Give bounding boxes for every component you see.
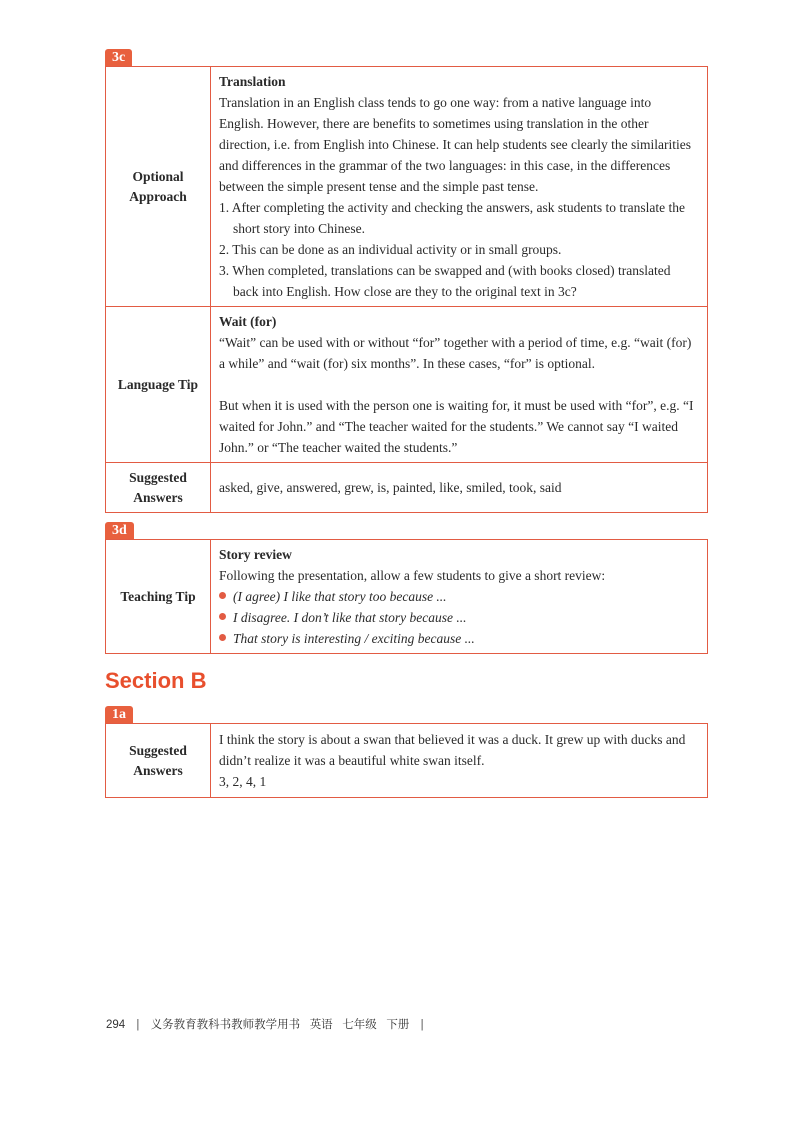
list-item: 2. This can be done as an individual activity or in small groups. [219, 242, 562, 257]
list-item [219, 586, 699, 607]
table-1a [105, 723, 708, 798]
page-number: 294 [106, 1019, 126, 1031]
cell-language-tip [211, 307, 708, 463]
label-suggested-answers-1a: Suggested Answers [106, 724, 211, 798]
bullet-dot-icon [219, 634, 226, 641]
list-item [219, 607, 699, 628]
cell-optional-approach [211, 67, 708, 307]
cell-suggested-answers-1a [211, 724, 708, 798]
list-item [219, 628, 699, 649]
table-row [106, 540, 708, 654]
language-tip-para-2: But when it is used with the person one is waiting for, it must be used with “for”, e.g. “I waited for John.” and “The teacher waited for the students.” We cannot say “I waited John.” or “The teacher waited the students.” [219, 398, 694, 455]
heading-story-review: Story review [219, 547, 292, 562]
story-review-bullets [219, 586, 699, 649]
book-title: 义务教育教科书教师教学用书 [150, 1019, 301, 1031]
table-row [106, 724, 708, 798]
heading-translation: Translation [219, 74, 286, 89]
section-tag-3d: 3d [105, 522, 134, 539]
table-3d [105, 539, 708, 654]
section-b-title: Section B [105, 668, 207, 693]
book-volume: 下册 [386, 1019, 410, 1031]
bullet-text: (I agree) I like that story too because ... [233, 589, 447, 604]
language-tip-para-1: “Wait” can be used with or without “for” together with a period of time, e.g. “wait (for) a while” and “wait (for) six months”. In these cases, “for” is optional. [219, 335, 692, 371]
answer-order: 3, 2, 4, 1 [219, 774, 267, 789]
label-language-tip: Language Tip [106, 307, 211, 463]
section-tag-3c: 3c [105, 49, 132, 66]
heading-wait-for: Wait (for) [219, 314, 277, 329]
book-subject: 英语 [309, 1019, 333, 1031]
label-teaching-tip: Teaching Tip [106, 540, 211, 654]
answer-text: I think the story is about a swan that believed it was a duck. It grew up with ducks and didn’t realize it was a beautiful white swan itself. [219, 732, 686, 768]
section-tag-1a: 1a [105, 706, 133, 723]
footer-separator: | [420, 1019, 424, 1031]
table-row [106, 67, 708, 307]
bullet-text: I disagree. I don’t like that story because ... [233, 610, 467, 625]
book-grade: 七年级 [342, 1019, 377, 1031]
table-row [106, 463, 708, 513]
table-row [106, 307, 708, 463]
bullet-dot-icon [219, 592, 226, 599]
cell-suggested-answers: asked, give, answered, grew, is, painted, like, smiled, took, said [211, 463, 708, 513]
footer-separator: | [136, 1019, 140, 1031]
spacer [219, 374, 699, 395]
table-3c [105, 66, 708, 513]
list-item: 1. After completing the activity and checking the answers, ask students to translate the short story into Chinese. [219, 200, 685, 236]
translation-intro: Translation in an English class tends to go one way: from a native language into English. However, there are benefits to sometimes using translation in the other direction, i.e. from English into Chinese. It can help students see clearly the similarities and differences in the grammar of the two languages: in this case, in the differences between the simple present tense and the simple past tense. [219, 95, 692, 194]
list-item: 3. When completed, translations can be swapped and (with books closed) translated back into English. How close are they to the original text in 3c? [219, 263, 671, 299]
bullet-text: That story is interesting / exciting because ... [233, 631, 475, 646]
label-suggested-answers: Suggested Answers [106, 463, 211, 513]
story-review-intro: Following the presentation, allow a few students to give a short review: [219, 568, 606, 583]
cell-teaching-tip [211, 540, 708, 654]
translation-steps [219, 197, 699, 302]
label-optional-approach: Optional Approach [106, 67, 211, 307]
page-footer [106, 1016, 432, 1032]
bullet-dot-icon [219, 613, 226, 620]
